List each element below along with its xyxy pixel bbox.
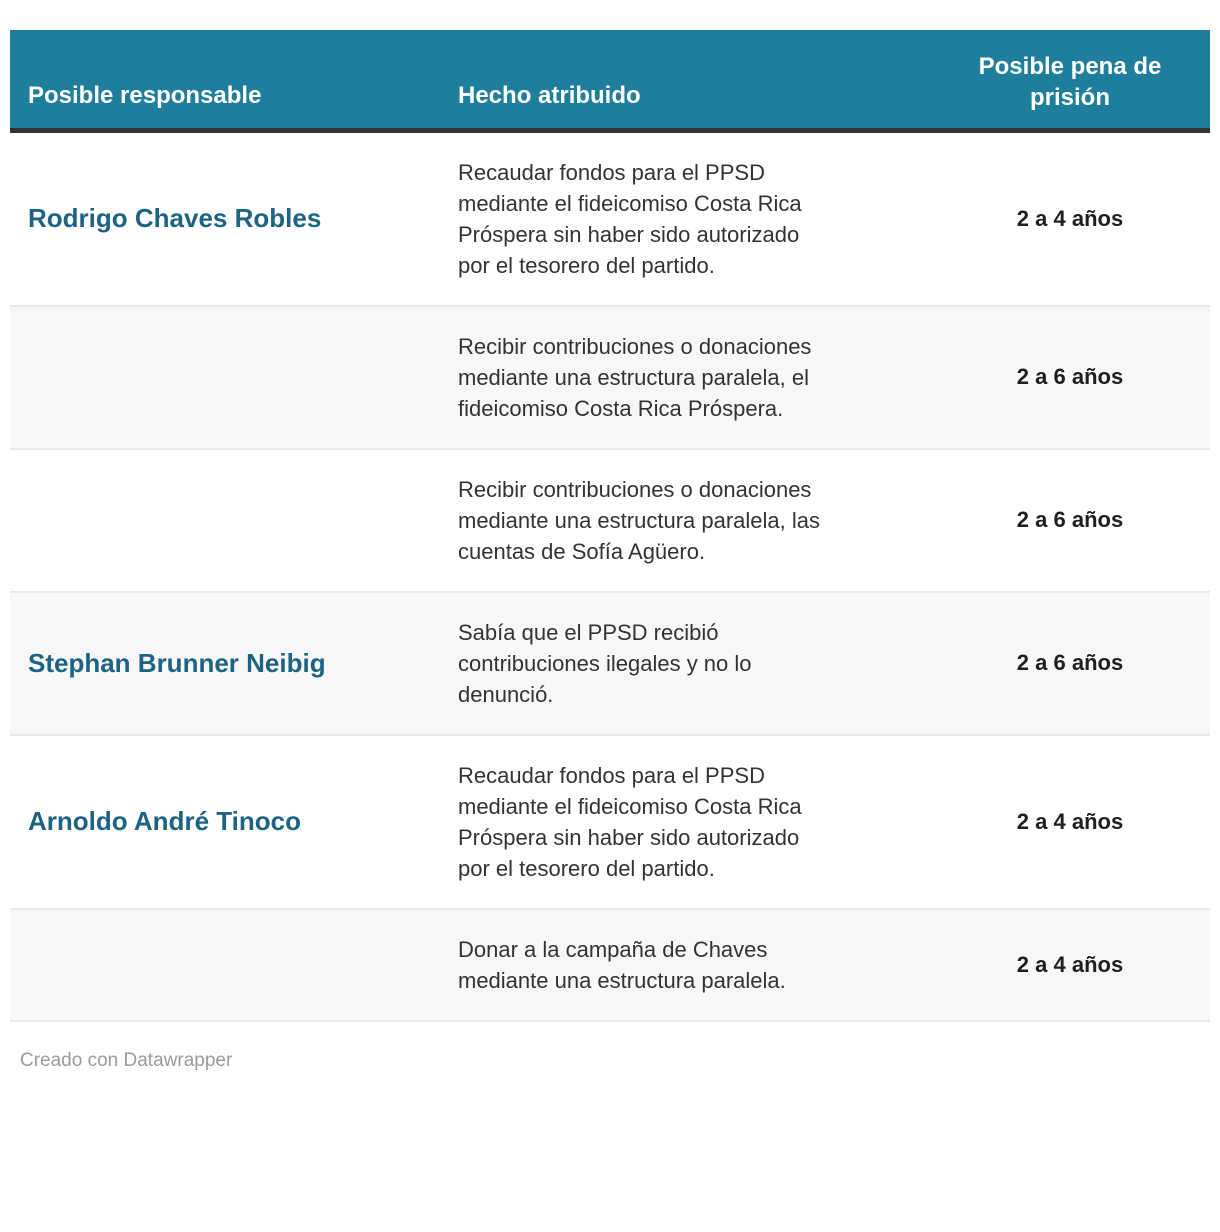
responsable-cell: [10, 449, 440, 592]
hecho-text: Recibir contribuciones o donaciones mediante una estructura paralela, el fideicomiso Costa Rica Próspera.: [458, 333, 812, 421]
pena-cell: 2 a 4 años: [1016, 808, 1124, 834]
pena-cell: 2 a 4 años: [1016, 951, 1124, 977]
responsable-cell: Arnoldo André Tinoco: [28, 806, 301, 837]
pena-cell: 2 a 6 años: [1016, 507, 1124, 532]
hecho-text: Recaudar fondos para el PPSD mediante el fideicomiso Costa Rica Próspera sin haber sido autorizado por el tesorero del partido.: [458, 762, 802, 881]
table-row: [10, 592, 1210, 735]
hecho-cell: [440, 449, 930, 592]
hecho-text: Donar a la campaña de Chaves mediante una estructura paralela.: [458, 936, 786, 993]
hecho-cell: [440, 592, 930, 735]
penalties-table: [10, 30, 1210, 1022]
hecho-cell: [440, 909, 930, 1021]
column-header-responsable: Posible responsable: [10, 30, 440, 130]
hecho-cell: [440, 306, 930, 449]
table-row: [10, 449, 1210, 592]
table-row: [10, 909, 1210, 1021]
table-row: [10, 306, 1210, 449]
hecho-cell: [440, 735, 930, 909]
hecho-text: Recaudar fondos para el PPSD mediante el fideicomiso Costa Rica Próspera sin haber sido autorizado por el tesorero del partido.: [458, 159, 802, 278]
responsable-cell: Stephan Brunner Neibig: [28, 647, 326, 678]
table-row: [10, 735, 1210, 909]
hecho-text: Sabía que el PPSD recibió contribuciones ilegales y no lo denunció.: [458, 619, 752, 707]
header-row: [10, 30, 1210, 130]
hecho-cell: [440, 130, 930, 306]
column-header-hecho: Hecho atribuido: [440, 30, 930, 130]
pena-cell: 2 a 4 años: [1016, 205, 1124, 231]
responsable-cell: [10, 306, 440, 449]
datawrapper-attribution-link[interactable]: Creado con Datawrapper: [20, 1049, 233, 1071]
hecho-text: Recibir contribuciones o donaciones mediante una estructura paralela, las cuentas de Sofía Agüero.: [458, 476, 820, 564]
table-row: [10, 130, 1210, 306]
responsable-cell: [10, 909, 440, 1021]
pena-cell: 2 a 6 años: [1016, 364, 1124, 389]
pena-cell: 2 a 6 años: [1016, 650, 1124, 675]
column-header-pena: Posible pena de prisión: [930, 30, 1210, 130]
responsable-cell: Rodrigo Chaves Robles: [28, 203, 322, 234]
footer: [10, 1022, 1210, 1072]
